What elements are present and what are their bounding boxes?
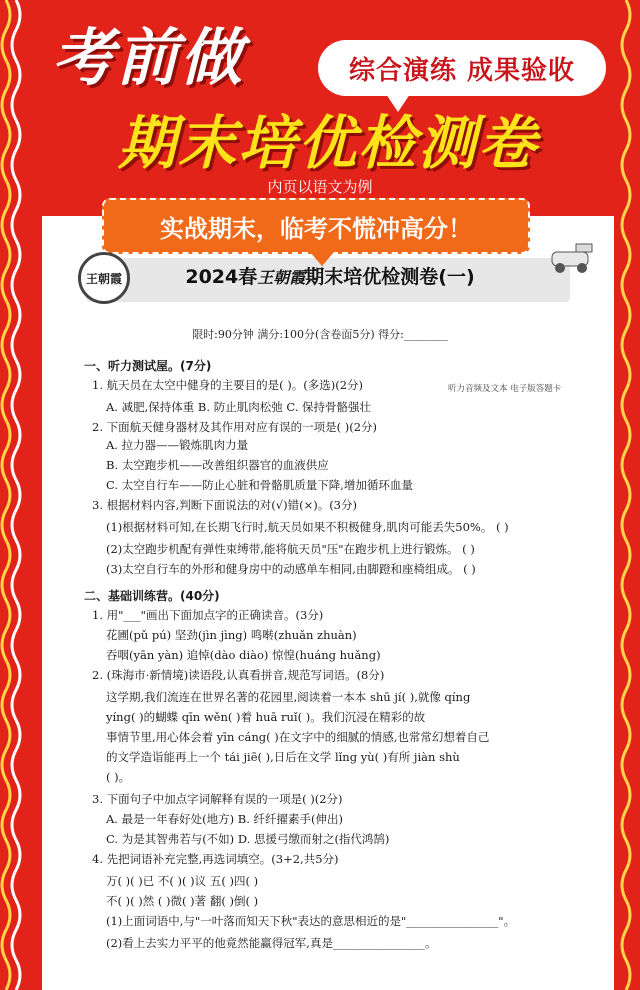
question-line: 4. 先把词语补充完整,再选词填空。(3+2,共5分) xyxy=(92,852,339,866)
question-line: 万( )( )已 不( )( )议 五( )四( ) xyxy=(106,874,259,888)
section-heading: 一、听力测试屋。(7分) xyxy=(84,359,212,373)
left-wave-border xyxy=(0,0,40,990)
race-car-icon xyxy=(546,242,596,276)
headline: 考前做 xyxy=(52,21,245,94)
exam-meta: 限时:90分钟 满分:100分(含卷面5分) 得分:________ xyxy=(192,328,448,341)
question-line: (1)上面词语中,与"一叶落而知天下秋"表达的意思相近的是"________________"。 xyxy=(106,914,516,928)
question-line: A. 最是一年春好处(地方) B. 纤纤擢素手(伸出) xyxy=(106,812,343,826)
question-line: B. 太空跑步机——改善组织器官的血液供应 xyxy=(106,458,329,472)
question-line: ( )。 xyxy=(106,770,131,784)
question-line: yíng( )的蝴蝶 qīn wěn( )着 huā ruǐ( )。我们沉浸在精彩的故 xyxy=(106,710,426,724)
question-line: C. 太空自行车——防止心脏和骨骼肌质量下降,增加循环血量 xyxy=(106,478,413,492)
doc-title-brand: 王朝霞 xyxy=(257,268,306,287)
question-line: 吞咽(yān yàn) 追悼(dào diào) 惊惶(huáng huǎng) xyxy=(106,648,381,662)
slogan-bubble: 综合演练 成果验收 xyxy=(318,40,606,96)
question-line: (3)太空自行车的外形和健身房中的动感单车相同,由脚蹬和座椅组成。 ( ) xyxy=(106,562,476,576)
doc-title-name: 期末培优检测卷(一) xyxy=(305,266,475,288)
question-line: C. 为是其智弗若与(不如) D. 思援弓缴而射之(指代鸿鹄) xyxy=(106,832,390,846)
question-line: 这学期,我们流连在世界名著的花园里,阅读着一本本 shū jí( ),就像 qíng xyxy=(106,690,471,704)
question-line: 2. 下面航天健身器材及其作用对应有误的一项是( )(2分) xyxy=(92,420,378,434)
question-line: 花圃(pǔ pú) 坚劲(jìn jìng) 鸣啭(zhuǎn zhuàn) xyxy=(106,628,357,642)
section-heading: 二、基础训练营。(40分) xyxy=(84,589,220,603)
question-line: (2)太空跑步机配有弹性束缚带,能将航天员"压"在跑步机上进行锻炼。 ( ) xyxy=(106,542,475,556)
question-line: 2. (珠海市·新情境)读语段,认真看拼音,规范写词语。(8分) xyxy=(92,668,385,682)
caption: 内页以语文为例 xyxy=(267,178,373,196)
side-note: 听力音频及文本 电子版答题卡 xyxy=(448,384,562,394)
promo-banner: 实战期末，临考不慌冲高分！ xyxy=(102,198,530,254)
question-line: (1)根据材料可知,在长期飞行时,航天员如果不积极健身,肌肉可能丢失50%。 ( ) xyxy=(106,520,509,534)
question-line: A. 拉力器——锻炼肌肉力量 xyxy=(106,438,249,452)
doc-title-year: 2024春 xyxy=(185,266,258,288)
question-line: A. 减肥,保持体重 B. 防止肌肉松弛 C. 保持骨骼强壮 xyxy=(106,400,372,414)
question-line: 事情节里,用心体会着 yīn cáng( )在文字中的细腻的情感,也常常幻想着自己 xyxy=(106,730,490,744)
question-line: 3. 根据材料内容,判断下面说法的对(√)错(×)。(3分) xyxy=(92,498,357,512)
question-line: 不( )( )然 ( )微( )著 翻( )倒( ) xyxy=(106,894,259,908)
question-line: (2)看上去实力平平的他竟然能赢得冠军,真是________________。 xyxy=(106,936,437,950)
doc-title xyxy=(140,262,520,289)
question-line: 1. 用"___"画出下面加点字的正确读音。(3分) xyxy=(92,608,324,622)
brand-logo: 王朝霞 xyxy=(78,252,130,304)
question-line: 的文学造诣能再上一个 tái jiē( ),日后在文学 lǐng yù( )有所 jiàn shù xyxy=(106,750,460,764)
question-line: 3. 下面句子中加点字词解释有误的一项是( )(2分) xyxy=(92,792,343,806)
question-line: 1. 航天员在太空中健身的主要目的是( )。(多选)(2分) xyxy=(92,378,364,392)
subheadline: 期末培优检测卷 xyxy=(118,109,539,177)
